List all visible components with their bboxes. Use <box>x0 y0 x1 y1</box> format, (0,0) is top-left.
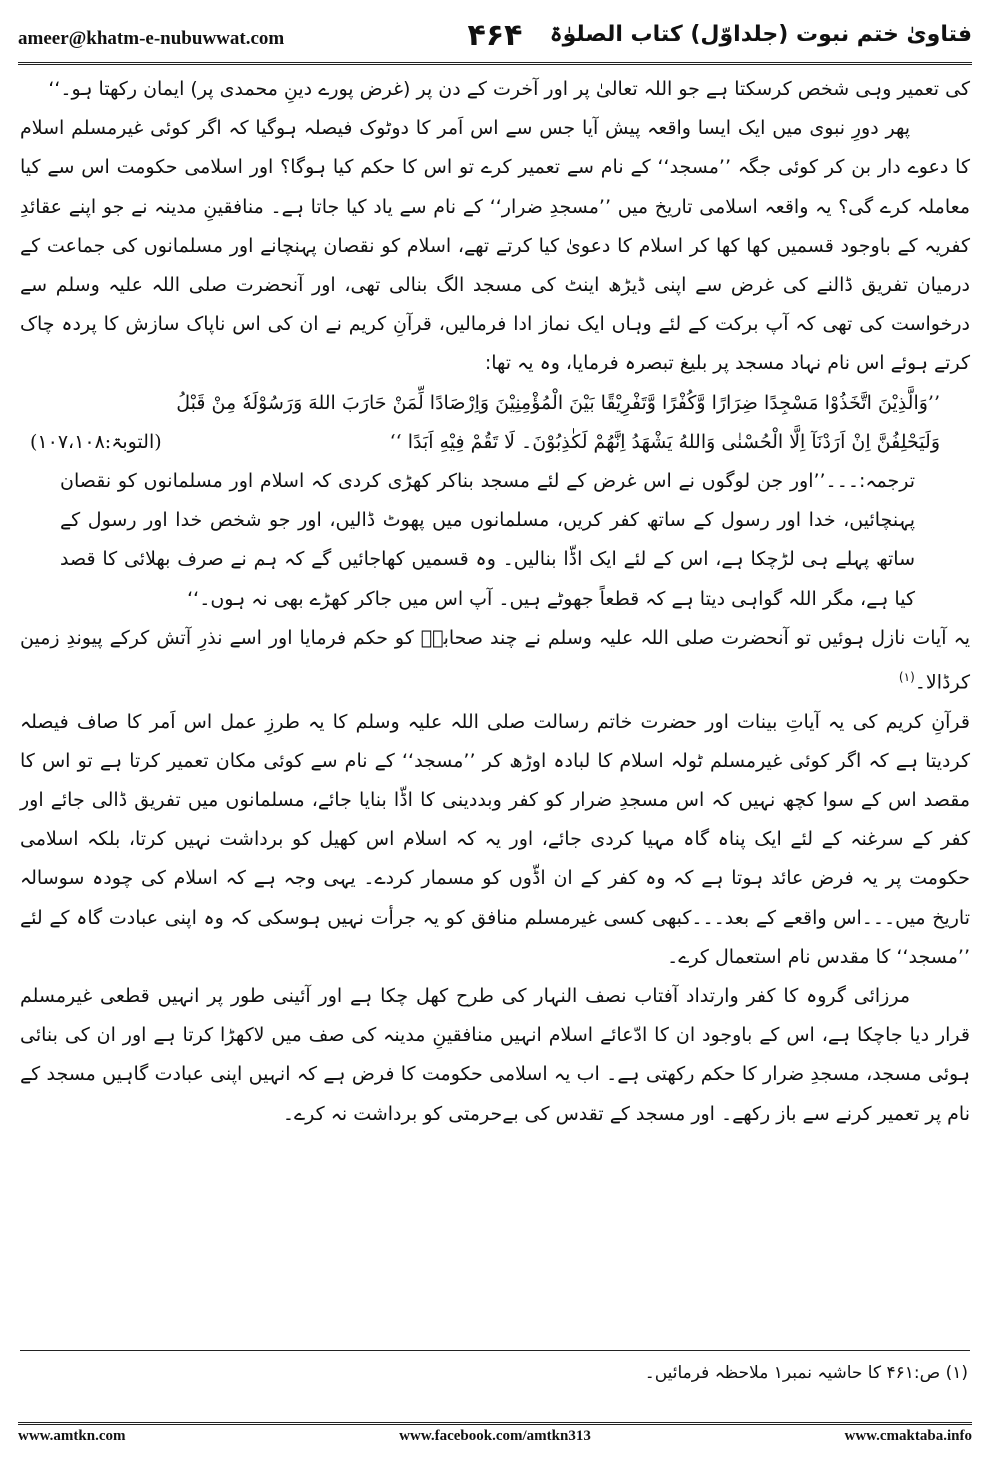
footer-rule <box>18 1422 972 1425</box>
page-number: ۴۶۴ <box>467 18 523 53</box>
footer-link-cmaktaba: www.cmaktaba.info <box>844 1428 972 1444</box>
paragraph-3-text: یہ آیات نازل ہوئیں تو آنحضرت صلی اللہ علیہ وسلم نے چند صحابہؓ کو حکم فرمایا اور اسے نذرِ آتش کرکے پیوندِ زمین کرڈالا۔ <box>20 626 970 694</box>
header-email: ameer@khatm-e-nubuwwat.com <box>18 28 285 49</box>
page-body <box>20 70 970 1134</box>
paragraph-5: مرزائی گروہ کا کفر وارتداد آفتاب نصف النہار کی طرح کھل چکا ہے اور آئینی طور پر انہیں قطعی غیرمسلم قرار دیا جاچکا ہے، اس کے باوجود ان کا ادّعائے اسلام انہیں منافقینِ مدینہ کی صف میں لاکھڑا کرتا ہے اور ان کی بنائی ہوئی مسجد، مسجدِ ضرار کا حکم رکھتی ہے۔ اب یہ اسلامی حکومت کا فرض ہے کہ انہیں اپنی عبادت گاہیں مسجد کے نام پر تعمیر کرنے سے باز رکھے۔ اور مسجد کے تقدس کی بےحرمتی کو برداشت نہ کرے۔ <box>20 985 970 1125</box>
quran-verse-line-1: ’’وَالَّذِیْنَ اتَّخَذُوْا مَسْجِدًا ضِرَارًا وَّکُفْرًا وَّتَفْرِیْقًا بَیْنَ الْمُؤْمِنِیْنَ وَاِرْصَادًا لِّمَنْ حَارَبَ اللهَ وَرَسُوْلَهٗ مِنْ قَبْلُ <box>176 391 940 414</box>
quran-verse-line-2-row <box>20 423 970 462</box>
paragraph-3 <box>20 619 970 703</box>
footnote-rule <box>20 1350 970 1351</box>
quran-verse-line-2: وَلَیَحْلِفُنَّ اِنْ اَرَدْنَآ اِلَّا الْحُسْنٰی وَاللهُ یَشْهَدُ اِنَّهُمْ لَکٰذِبُوْنَ۔ لَا تَقُمْ فِیْهِ اَبَدًا ‘‘ <box>389 430 940 453</box>
page-header <box>18 14 972 60</box>
translation-paragraph: ترجمہ:۔۔۔’’اور جن لوگوں نے اس غرض کے لئے مسجد بناکر کھڑی کردی کہ اسلام اور مسلمانوں کو نقصان پہنچائیں، خدا اور رسول کے ساتھ کفر کریں، مسلمانوں میں پھوٹ ڈالیں، اور جو شخص خدا اور رسول کے ساتھ پہلے ہی لڑچکا ہے، اس کے لئے ایک اڈّا بنالیں۔ وہ قسمیں کھاجائیں گے کہ ہم نے صرف بھلائی کا قصد کیا ہے، مگر اللہ گواہی دیتا ہے کہ قطعاً جھوٹے ہیں۔ آپ اس میں جاکر کھڑے بھی نہ ہوں۔‘‘ <box>60 470 915 610</box>
paragraph-1: کی تعمیر وہی شخص کرسکتا ہے جو اللہ تعالیٰ پر اور آخرت کے دن پر (غرض پورے دینِ محمدی پر) ایمان رکھتا ہو۔‘‘ <box>48 78 970 100</box>
verse-reference: (التوبۃ:۱۰۷،۱۰۸) <box>30 430 162 453</box>
footer-link-amtkn: www.amtkn.com <box>18 1428 126 1444</box>
header-rule <box>18 62 972 65</box>
paragraph-4: قرآنِ کریم کی یہ آیاتِ بینات اور حضرت خاتم رسالت صلی اللہ علیہ وسلم کا یہ طرزِ عمل اس اَمر کا صاف فیصلہ کردیتا ہے کہ اگر کوئی غیرمسلم ٹولہ اسلام کا لبادہ اوڑھ کر ’’مسجد‘‘ کے نام سے کوئی مکان تعمیر کرتا ہے تو اس کا مقصد اس کے سوا کچھ نہیں کہ اس مسجدِ ضرار کو کفر وبددینی کا اڈّا بنایا جائے، مسلمانوں میں تفریق ڈالی جائے اور کفر کے سرغنہ کے لئے ایک پناہ گاہ مہیا کردی جائے، اور یہ کہ اسلام اس کھیل کو برداشت نہیں کرتا، بلکہ اسلامی حکومت پر یہ فرض عائد ہوتا ہے کہ وہ کفر کے ان اڈّوں کو مسمار کردے۔ یہی وجہ ہے کہ اسلام کی چودہ سوسالہ تاریخ میں۔۔۔اس واقعے کے بعد۔۔۔کبھی کسی غیرمسلم منافق کو یہ جرأت نہیں ہوسکی کہ وہ اپنی عبادت گاہ کے لئے ’’مسجد‘‘ کا مقدس نام استعمال کرے۔ <box>20 710 970 968</box>
paragraph-2: پھر دورِ نبوی میں ایک ایسا واقعہ پیش آیا جس سے اس اَمر کا دوٹوک فیصلہ ہوگیا کہ اگر کوئی غیرمسلم اسلام کا دعوے دار بن کر کوئی جگہ ’’مسجد‘‘ کے نام سے تعمیر کرے تو اس کا حکم کیا ہوگا؟ اور اسلامی حکومت اس سے کیا معاملہ کرے گی؟ یہ واقعہ اسلامی تاریخ میں ’’مسجدِ ضرار‘‘ کے نام سے یاد کیا جاتا ہے۔ منافقینِ مدینہ نے جو اپنے عقائدِ کفریہ کے باوجود قسمیں کھا کھا کر اسلام کا دعویٰ کیا کرتے تھے، اسلام کو نقصان پہنچانے اور مسلمانوں کی جماعت کے درمیان تفریق ڈالنے کی غرض سے اپنی ڈیڑھ اینٹ کی مسجد الگ بنالی تھی، اور آنحضرت صلی اللہ علیہ وسلم سے درخواست کی تھی کہ آپ برکت کے لئے وہاں ایک نماز ادا فرمالیں، قرآنِ کریم نے ان کی اس ناپاک سازش کا پردہ چاک کرتے ہوئے اس نام نہاد مسجد پر بلیغ تبصرہ فرمایا، وہ یہ تھا: <box>20 117 970 375</box>
book-title: فتاویٰ ختم نبوت (جلداوّل) کتاب الصلوٰۃ <box>549 22 972 47</box>
footnote-marker: (۱) <box>898 670 915 685</box>
footer-link-facebook: www.facebook.com/amtkn313 <box>399 1428 591 1444</box>
page-footer <box>18 1428 972 1452</box>
footnote: (۱) ص:۴۶۱ کا حاشیہ نمبر۱ ملاحظہ فرمائیں۔ <box>644 1363 968 1383</box>
